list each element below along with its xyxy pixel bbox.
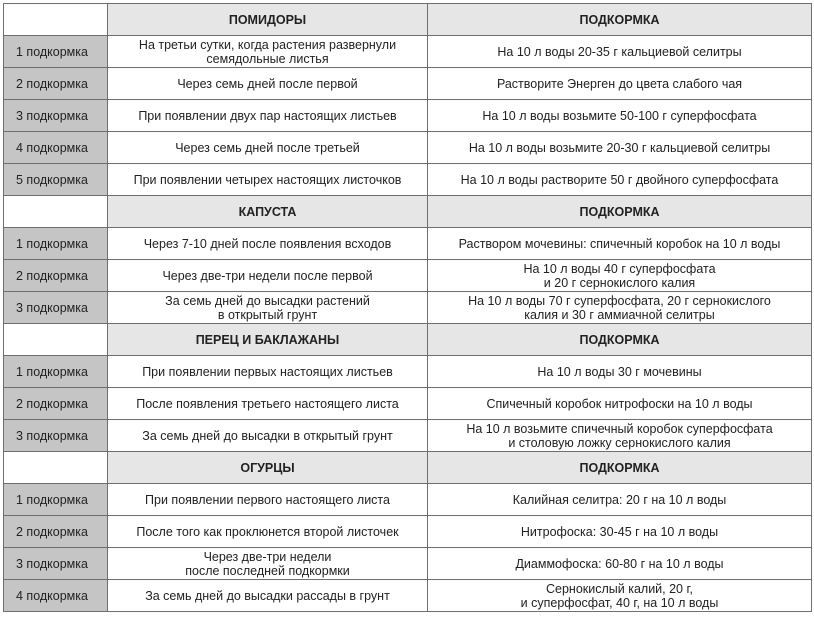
timing-cell: Через две-три недели после последней подкормки [108, 548, 428, 580]
feeding-label: 2 подкормка [4, 388, 108, 420]
table-row [4, 228, 812, 260]
timing-cell: На третьи сутки, когда растения развернули семядольные листья [108, 36, 428, 68]
feed-header: ПОДКОРМКА [428, 324, 812, 356]
table-row [4, 548, 812, 580]
feeding-label: 2 подкормка [4, 516, 108, 548]
timing-cell: При появлении четырех настоящих листочков [108, 164, 428, 196]
header-blank-cell [4, 4, 108, 36]
feeding-label: 1 подкормка [4, 36, 108, 68]
section-header-row [4, 452, 812, 484]
feed-header: ПОДКОРМКА [428, 452, 812, 484]
table-row [4, 292, 812, 324]
table-row [4, 484, 812, 516]
timing-cell: При появлении первого настоящего листа [108, 484, 428, 516]
table-row [4, 100, 812, 132]
table-row [4, 260, 812, 292]
timing-cell: Через семь дней после третьей [108, 132, 428, 164]
feeding-label: 2 подкормка [4, 260, 108, 292]
feeding-schedule-table [3, 3, 812, 612]
table-body [4, 4, 812, 612]
table-row [4, 132, 812, 164]
table-row [4, 164, 812, 196]
table-row [4, 420, 812, 452]
table-row [4, 36, 812, 68]
crop-header: ПЕРЕЦ И БАКЛАЖАНЫ [108, 324, 428, 356]
feeding-label: 4 подкормка [4, 132, 108, 164]
timing-cell: За семь дней до высадки рассады в грунт [108, 580, 428, 612]
feed-header: ПОДКОРМКА [428, 4, 812, 36]
feeding-label: 4 подкормка [4, 580, 108, 612]
fertilizer-cell: На 10 л воды растворите 50 г двойного суперфосфата [428, 164, 812, 196]
feeding-label: 3 подкормка [4, 420, 108, 452]
timing-cell: При появлении первых настоящих листьев [108, 356, 428, 388]
fertilizer-cell: На 10 л воды возьмите 20-30 г кальциевой селитры [428, 132, 812, 164]
fertilizer-cell: На 10 л воды 30 г мочевины [428, 356, 812, 388]
fertilizer-cell: Раствором мочевины: спичечный коробок на 10 л воды [428, 228, 812, 260]
feeding-label: 3 подкормка [4, 548, 108, 580]
header-blank-cell [4, 324, 108, 356]
timing-cell: При появлении двух пар настоящих листьев [108, 100, 428, 132]
fertilizer-cell: На 10 л возьмите спичечный коробок суперфосфата и столовую ложку сернокислого калия [428, 420, 812, 452]
feed-header: ПОДКОРМКА [428, 196, 812, 228]
feeding-label: 1 подкормка [4, 356, 108, 388]
feeding-label: 3 подкормка [4, 292, 108, 324]
fertilizer-cell: Спичечный коробок нитрофоски на 10 л воды [428, 388, 812, 420]
fertilizer-cell: На 10 л воды 70 г суперфосфата, 20 г сернокислого калия и 30 г аммиачной селитры [428, 292, 812, 324]
feeding-label: 1 подкормка [4, 484, 108, 516]
timing-cell: Через семь дней после первой [108, 68, 428, 100]
fertilizer-cell: На 10 л воды 20-35 г кальциевой селитры [428, 36, 812, 68]
feeding-label: 1 подкормка [4, 228, 108, 260]
table-row [4, 356, 812, 388]
table-row [4, 388, 812, 420]
timing-cell: После появления третьего настоящего листа [108, 388, 428, 420]
header-blank-cell [4, 196, 108, 228]
crop-header: КАПУСТА [108, 196, 428, 228]
fertilizer-cell: На 10 л воды 40 г суперфосфата и 20 г сернокислого калия [428, 260, 812, 292]
feeding-label: 5 подкормка [4, 164, 108, 196]
fertilizer-cell: На 10 л воды возьмите 50-100 г суперфосфата [428, 100, 812, 132]
fertilizer-cell: Растворите Энерген до цвета слабого чая [428, 68, 812, 100]
timing-cell: За семь дней до высадки в открытый грунт [108, 420, 428, 452]
timing-cell: Через 7-10 дней после появления всходов [108, 228, 428, 260]
fertilizer-cell: Калийная селитра: 20 г на 10 л воды [428, 484, 812, 516]
timing-cell: За семь дней до высадки растений в открытый грунт [108, 292, 428, 324]
feeding-label: 2 подкормка [4, 68, 108, 100]
feeding-label: 3 подкормка [4, 100, 108, 132]
crop-header: ОГУРЦЫ [108, 452, 428, 484]
header-blank-cell [4, 452, 108, 484]
fertilizer-cell: Нитрофоска: 30-45 г на 10 л воды [428, 516, 812, 548]
section-header-row [4, 4, 812, 36]
table-row [4, 68, 812, 100]
table-row [4, 580, 812, 612]
crop-header: ПОМИДОРЫ [108, 4, 428, 36]
section-header-row [4, 196, 812, 228]
table-row [4, 516, 812, 548]
section-header-row [4, 324, 812, 356]
timing-cell: После того как проклюнется второй листочек [108, 516, 428, 548]
timing-cell: Через две-три недели после первой [108, 260, 428, 292]
fertilizer-cell: Сернокислый калий, 20 г, и суперфосфат, 40 г, на 10 л воды [428, 580, 812, 612]
fertilizer-cell: Диаммофоска: 60-80 г на 10 л воды [428, 548, 812, 580]
